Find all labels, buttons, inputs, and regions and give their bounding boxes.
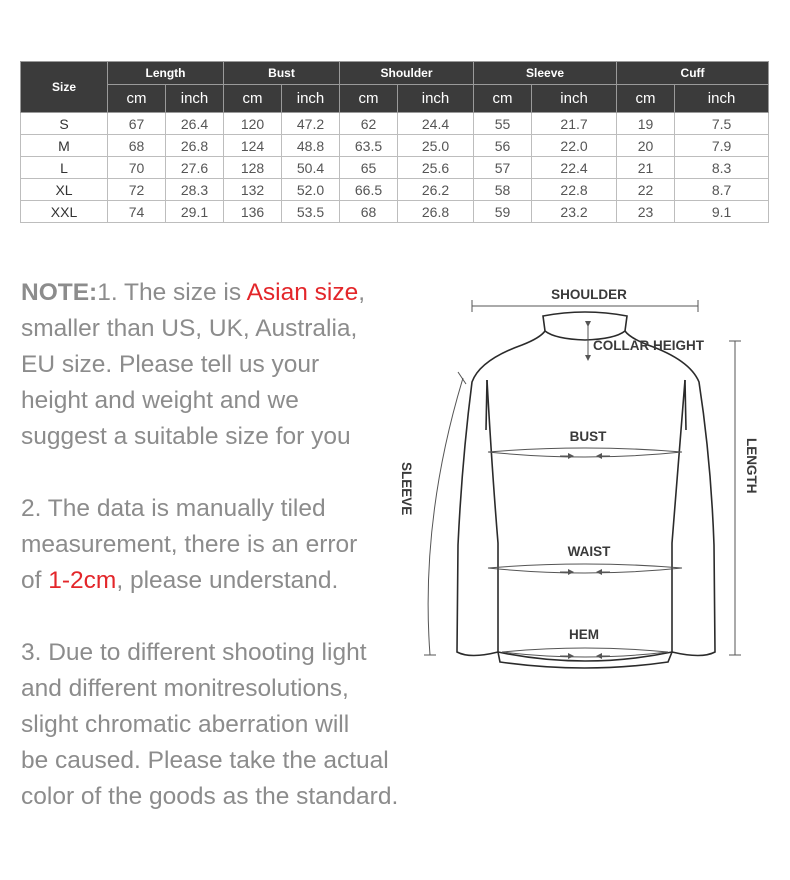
- value-cell: 22.8: [532, 179, 617, 201]
- unit-header-inch: inch: [398, 85, 474, 113]
- note-spacer: [21, 599, 451, 635]
- waist-curve-back: [488, 564, 682, 568]
- value-cell: 23: [617, 201, 675, 223]
- note-3-line-4: be caused. Please take the actual: [21, 747, 389, 774]
- measurement-lines: [424, 300, 741, 657]
- table-row: [21, 157, 769, 179]
- length-label: LENGTH: [744, 438, 759, 494]
- note-1-line-1: [21, 275, 451, 311]
- table-row: [21, 135, 769, 157]
- value-cell: 22: [617, 179, 675, 201]
- value-cell: 7.9: [675, 135, 769, 157]
- value-cell: 8.7: [675, 179, 769, 201]
- value-cell: 65: [340, 157, 398, 179]
- hem-curve-back: [502, 648, 668, 652]
- note-3-line-3: slight chromatic aberration will: [21, 711, 350, 738]
- value-cell: 70: [108, 157, 166, 179]
- unit-header-cm: cm: [340, 85, 398, 113]
- cuff-header: Cuff: [617, 62, 769, 85]
- sleeve-label: SLEEVE: [399, 462, 414, 516]
- size-cell: S: [21, 113, 108, 135]
- value-cell: 50.4: [282, 157, 340, 179]
- value-cell: 25.0: [398, 135, 474, 157]
- note-3-line-5: color of the goods as the standard.: [21, 783, 399, 810]
- value-cell: 58: [474, 179, 532, 201]
- value-cell: 7.5: [675, 113, 769, 135]
- value-cell: 8.3: [675, 157, 769, 179]
- value-cell: 128: [224, 157, 282, 179]
- value-cell: 23.2: [532, 201, 617, 223]
- note-2-line-3: [21, 563, 451, 599]
- value-cell: 27.6: [166, 157, 224, 179]
- value-cell: 20: [617, 135, 675, 157]
- size-cell: L: [21, 157, 108, 179]
- value-cell: 21.7: [532, 113, 617, 135]
- size-column-header: Size: [21, 62, 108, 113]
- value-cell: 26.8: [166, 135, 224, 157]
- bust-header: Bust: [224, 62, 340, 85]
- size-cell: XL: [21, 179, 108, 201]
- unit-header-cm: cm: [108, 85, 166, 113]
- value-cell: 63.5: [340, 135, 398, 157]
- value-cell: 28.3: [166, 179, 224, 201]
- note-2-of: of: [21, 567, 49, 594]
- unit-header-inch: inch: [282, 85, 340, 113]
- error-range-highlight: 1-2cm: [48, 567, 117, 594]
- waist-curve-front: [488, 568, 682, 573]
- unit-header-cm: cm: [617, 85, 675, 113]
- note-1-text: 1. The size is: [97, 279, 247, 306]
- length-header: Length: [108, 62, 224, 85]
- note-2-end: , please understand.: [116, 567, 339, 594]
- asian-size-highlight: Asian size: [246, 279, 359, 306]
- note-1-line-4: height and weight and we: [21, 387, 299, 414]
- table-row: [21, 113, 769, 135]
- value-cell: 136: [224, 201, 282, 223]
- bust-label: BUST: [569, 429, 607, 444]
- note-label: NOTE:: [21, 279, 98, 306]
- sweater-measurement-diagram: [395, 280, 770, 680]
- bust-curve-front: [488, 452, 682, 457]
- value-cell: 52.0: [282, 179, 340, 201]
- note-1-line-2: smaller than US, UK, Australia,: [21, 315, 358, 342]
- value-cell: 74: [108, 201, 166, 223]
- size-chart-table: [20, 61, 769, 223]
- value-cell: 22.0: [532, 135, 617, 157]
- value-cell: 120: [224, 113, 282, 135]
- value-cell: 55: [474, 113, 532, 135]
- table-unit-header-row: [21, 85, 769, 113]
- unit-header-inch: inch: [166, 85, 224, 113]
- sweater-outline: [457, 312, 715, 668]
- value-cell: 53.5: [282, 201, 340, 223]
- note-2-line-1: 2. The data is manually tiled: [21, 495, 326, 522]
- value-cell: 9.1: [675, 201, 769, 223]
- bust-curve-back: [488, 448, 682, 452]
- unit-header-inch: inch: [532, 85, 617, 113]
- value-cell: 25.6: [398, 157, 474, 179]
- value-cell: 22.4: [532, 157, 617, 179]
- value-cell: 72: [108, 179, 166, 201]
- value-cell: 124: [224, 135, 282, 157]
- value-cell: 132: [224, 179, 282, 201]
- table-row: [21, 179, 769, 201]
- table-row: [21, 201, 769, 223]
- size-table-body: [21, 113, 769, 223]
- value-cell: 24.4: [398, 113, 474, 135]
- value-cell: 26.8: [398, 201, 474, 223]
- value-cell: 29.1: [166, 201, 224, 223]
- note-3-line-2: and different monitresolutions,: [21, 675, 349, 702]
- value-cell: 21: [617, 157, 675, 179]
- value-cell: 68: [340, 201, 398, 223]
- unit-header-inch: inch: [675, 85, 769, 113]
- value-cell: 56: [474, 135, 532, 157]
- value-cell: 26.4: [166, 113, 224, 135]
- value-cell: 26.2: [398, 179, 474, 201]
- note-spacer: [21, 455, 451, 491]
- shoulder-label: SHOULDER: [551, 287, 627, 302]
- waist-label: WAIST: [567, 544, 611, 559]
- value-cell: 68: [108, 135, 166, 157]
- value-cell: 66.5: [340, 179, 398, 201]
- unit-header-cm: cm: [224, 85, 282, 113]
- unit-header-cm: cm: [474, 85, 532, 113]
- value-cell: 62: [340, 113, 398, 135]
- shoulder-header: Shoulder: [340, 62, 474, 85]
- collar-height-label: COLLAR HEIGHT: [593, 338, 704, 353]
- note-1-line-3: EU size. Please tell us your: [21, 351, 320, 378]
- notes-block: [21, 275, 451, 815]
- sleeve-header: Sleeve: [474, 62, 617, 85]
- value-cell: 47.2: [282, 113, 340, 135]
- table-group-header-row: [21, 62, 769, 85]
- note-1-comma: ,: [358, 279, 366, 306]
- value-cell: 19: [617, 113, 675, 135]
- value-cell: 59: [474, 201, 532, 223]
- note-3-line-1: 3. Due to different shooting light: [21, 639, 367, 666]
- size-cell: XXL: [21, 201, 108, 223]
- hem-label: HEM: [569, 627, 599, 642]
- size-cell: M: [21, 135, 108, 157]
- note-2-line-2: measurement, there is an error: [21, 531, 358, 558]
- value-cell: 48.8: [282, 135, 340, 157]
- value-cell: 67: [108, 113, 166, 135]
- note-1-line-5: suggest a suitable size for you: [21, 423, 351, 450]
- value-cell: 57: [474, 157, 532, 179]
